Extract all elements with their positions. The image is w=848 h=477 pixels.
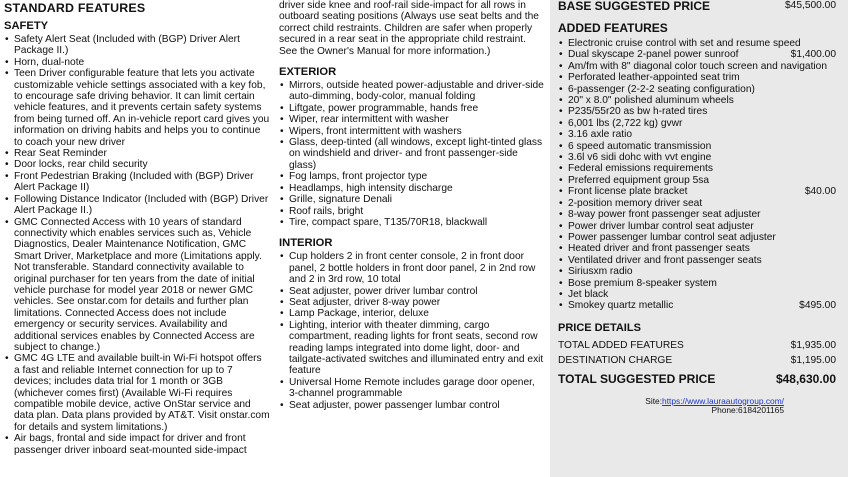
added-feature-desc: • Siriusxm radio: [568, 266, 633, 278]
added-feature-item: [558, 300, 836, 311]
added-feature-item: [558, 118, 836, 129]
added-feature-item: [558, 72, 836, 83]
safety-item: • Door locks, rear child security: [4, 159, 270, 170]
interior-list: [279, 251, 545, 411]
total-price-value: $48,630.00: [775, 371, 836, 386]
added-feature-item: [558, 198, 836, 209]
added-feature-desc: • 20" x 8.0" polished aluminum wheels: [568, 95, 734, 107]
exterior-item: • Mirrors, outside heated power-adjustable and driver-side auto-dimming, body-color, manual folding: [279, 80, 545, 103]
added-feature-desc: • 6,001 lbs (2,722 kg) gvwr: [568, 117, 683, 129]
added-feature-item: [558, 186, 836, 197]
interior-item: • Universal Home Remote includes garage door opener, 3-channel programmable: [279, 377, 545, 400]
added-feature-item: [558, 38, 836, 49]
exterior-item: • Grille, signature Denali: [279, 194, 545, 205]
standard-features-column-2: [279, 0, 545, 411]
interior-title: INTERIOR: [279, 237, 333, 250]
added-feature-item: [558, 106, 836, 117]
added-feature-desc: • Front license plate bracket: [568, 186, 688, 198]
added-feature-desc: • Am/fm with 8" diagonal color touch screen and navigation: [568, 60, 828, 72]
safety-item: • Air bags, frontal and side impact for driver and front passenger driver inboard seat-mounted side-impact: [4, 433, 270, 456]
safety-continued-text: driver side knee and roof-rail side-impact for all rows in outboard seating positions (Always use seat belts and the correct child restraints. Children are safer when properly secured in a rear seat in the appropriate child restraint. See the Owner's Manual for more information.): [279, 0, 539, 57]
destination-label: DESTINATION CHARGE: [558, 354, 673, 366]
added-feature-desc: • Ventilated driver and front passenger seats: [568, 254, 762, 266]
exterior-item: • Wipers, front intermittent with washers: [279, 126, 545, 137]
total-price-row: [558, 371, 836, 388]
added-feature-desc: • 2-position memory driver seat: [568, 197, 703, 209]
safety-title: SAFETY: [4, 20, 49, 32]
total-price-label: TOTAL SUGGESTED PRICE: [558, 371, 716, 386]
price-details-title: PRICE DETAILS: [558, 321, 641, 334]
added-feature-item: [558, 278, 836, 289]
exterior-item: • Tire, compact spare, T135/70R18, blackwall: [279, 217, 545, 228]
pricing-panel: [550, 0, 848, 477]
added-feature-item: [558, 129, 836, 140]
added-feature-desc: • Perforated leather-appointed seat trim: [568, 72, 740, 84]
exterior-item: • Fog lamps, front projector type: [279, 171, 545, 182]
added-feature-desc: • Preferred equipment group 5sa: [568, 174, 710, 186]
safety-item: • Rear Seat Reminder: [4, 148, 270, 159]
added-feature-desc: • 3.6l v6 sidi dohc with vvt engine: [568, 152, 712, 164]
added-feature-desc: • Electronic cruise control with set and resume speed: [568, 38, 801, 49]
total-added-label: TOTAL ADDED FEATURES: [558, 339, 684, 351]
interior-item: • Seat adjuster, driver 8-way power: [279, 297, 545, 308]
added-feature-item: [558, 163, 836, 174]
safety-item: • GMC Connected Access with 10 years of standard connectivity which enables services such as, Vehicle Diagnostics, Dealer Maintenance Notification, GMC Smart Driver, Marketplace and more (Limitations apply. Not transferable. Standard connectivity available to original purchaser for ten years from the date of initial vehicle purchase for model year 2018 or newer GMC vehicles. See onstar.com for details and further plan limitations. Connected Access does not include emergency or security services. Availability and additional services enables by Connected Access are subject to change.): [4, 217, 270, 354]
exterior-item: • Glass, deep-tinted (all windows, except light-tinted glass on windshield and driver- and front passenger-side glass): [279, 137, 545, 171]
added-feature-item: [558, 84, 836, 95]
standard-features-title: STANDARD FEATURES: [4, 1, 146, 15]
added-feature-item: [558, 243, 836, 254]
added-feature-desc: • Power driver lumbar control seat adjuster: [568, 220, 754, 232]
destination-row: [558, 353, 836, 368]
added-feature-item: [558, 175, 836, 186]
added-feature-item: [558, 209, 836, 220]
added-feature-price: $40.00: [804, 186, 836, 198]
added-feature-desc: • P235/55r20 as bw h-rated tires: [568, 106, 708, 118]
added-feature-price: $1,400.00: [790, 49, 836, 61]
safety-item: • Horn, dual-note: [4, 57, 270, 68]
destination-value: $1,195.00: [790, 354, 836, 366]
total-added-value: $1,935.00: [790, 339, 836, 351]
total-added-row: [558, 338, 836, 353]
interior-item: • Lighting, interior with theater dimming, cargo compartment, reading lights for front seats, second row reading lamps integrated into dome light, door- and tailgate-activated switches and illuminated entry and exit feature: [279, 320, 545, 377]
dealer-contact: [550, 397, 784, 416]
added-feature-desc: • 3.16 axle ratio: [568, 129, 632, 141]
added-features-list: [558, 38, 836, 312]
added-feature-desc: • Smokey quartz metallic: [568, 300, 674, 312]
base-price-label: BASE SUGGESTED PRICE: [558, 0, 711, 13]
site-link[interactable]: https://www.lauraautogroup.com/: [662, 395, 784, 406]
added-feature-item: [558, 255, 836, 266]
added-feature-desc: • 8-way power front passenger seat adjuster: [568, 209, 761, 221]
added-feature-desc: • Dual skyscape 2-panel power sunroof: [568, 49, 739, 61]
standard-features-column: [4, 0, 270, 456]
interior-item: • Cup holders 2 in front center console, 2 in front door panel, 2 bottle holders in front door panel, 2 in 2nd row and 2 in 3rd row, 10 total: [279, 251, 545, 285]
added-feature-item: [558, 289, 836, 300]
safety-item: • Teen Driver configurable feature that lets you activate customizable vehicle settings associated with a key fob, to encourage safe driving behavior. It can limit certain vehicle features, and it prevents certain safety systems from being turned off. An in-vehicle report card gives you information on driving habits and helps you to continue to coach your new driver: [4, 68, 270, 148]
added-feature-desc: • Bose premium 8-speaker system: [568, 277, 717, 289]
safety-item: • Front Pedestrian Braking (Included with (BGP) Driver Alert Package II): [4, 171, 270, 194]
interior-item: • Seat adjuster, power passenger lumbar control: [279, 400, 545, 411]
exterior-item: • Liftgate, power programmable, hands free: [279, 103, 545, 114]
added-feature-item: [558, 95, 836, 106]
added-feature-item: [558, 141, 836, 152]
safety-item: • GMC 4G LTE and available built-in Wi-Fi hotspot offers a fast and reliable Internet connection for up to 7 devices; includes data trial for 1 month or 3GB (whichever comes first) (Available Wi-Fi requires compatible mobile device, active OnStar service and data plan. Data plans provided by AT&T. Visit onstar.com for details and system limitations.): [4, 353, 270, 433]
added-feature-item: [558, 221, 836, 232]
added-feature-price: $495.00: [799, 300, 836, 312]
safety-list: [4, 34, 270, 456]
interior-item: • Lamp Package, interior, deluxe: [279, 308, 545, 319]
added-feature-item: [558, 266, 836, 277]
base-price-value: $45,500.00: [785, 0, 836, 11]
interior-item: • Seat adjuster, power driver lumbar control: [279, 286, 545, 297]
site-label: Site:: [645, 395, 663, 406]
added-feature-desc: • Heated driver and front passenger seats: [568, 243, 750, 255]
added-feature-item: [558, 152, 836, 163]
added-feature-item: [558, 232, 836, 243]
added-features-title: ADDED FEATURES: [558, 21, 668, 35]
added-feature-desc: • Power passenger lumbar control seat adjuster: [568, 231, 776, 243]
exterior-item: • Roof rails, bright: [279, 206, 545, 217]
added-feature-desc: • Jet black: [568, 288, 609, 300]
added-feature-item: [558, 61, 836, 72]
added-feature-desc: • Federal emissions requirements: [568, 163, 713, 175]
added-feature-item: [558, 49, 836, 60]
exterior-title: EXTERIOR: [279, 66, 337, 79]
phone-value: 6184201165: [738, 405, 784, 416]
safety-item: • Safety Alert Seat (Included with (BGP) Driver Alert Package II.): [4, 34, 270, 57]
added-feature-desc: • 6-passenger (2-2-2 seating configuration): [568, 83, 755, 95]
exterior-list: [279, 80, 545, 228]
base-price-row: [550, 0, 848, 13]
exterior-item: • Headlamps, high intensity discharge: [279, 183, 545, 194]
phone-label: Phone:: [711, 405, 739, 416]
exterior-item: • Wiper, rear intermittent with washer: [279, 114, 545, 125]
added-feature-desc: • 6 speed automatic transmission: [568, 140, 712, 152]
safety-item: • Following Distance Indicator (Included with (BGP) Driver Alert Package II.): [4, 194, 270, 217]
